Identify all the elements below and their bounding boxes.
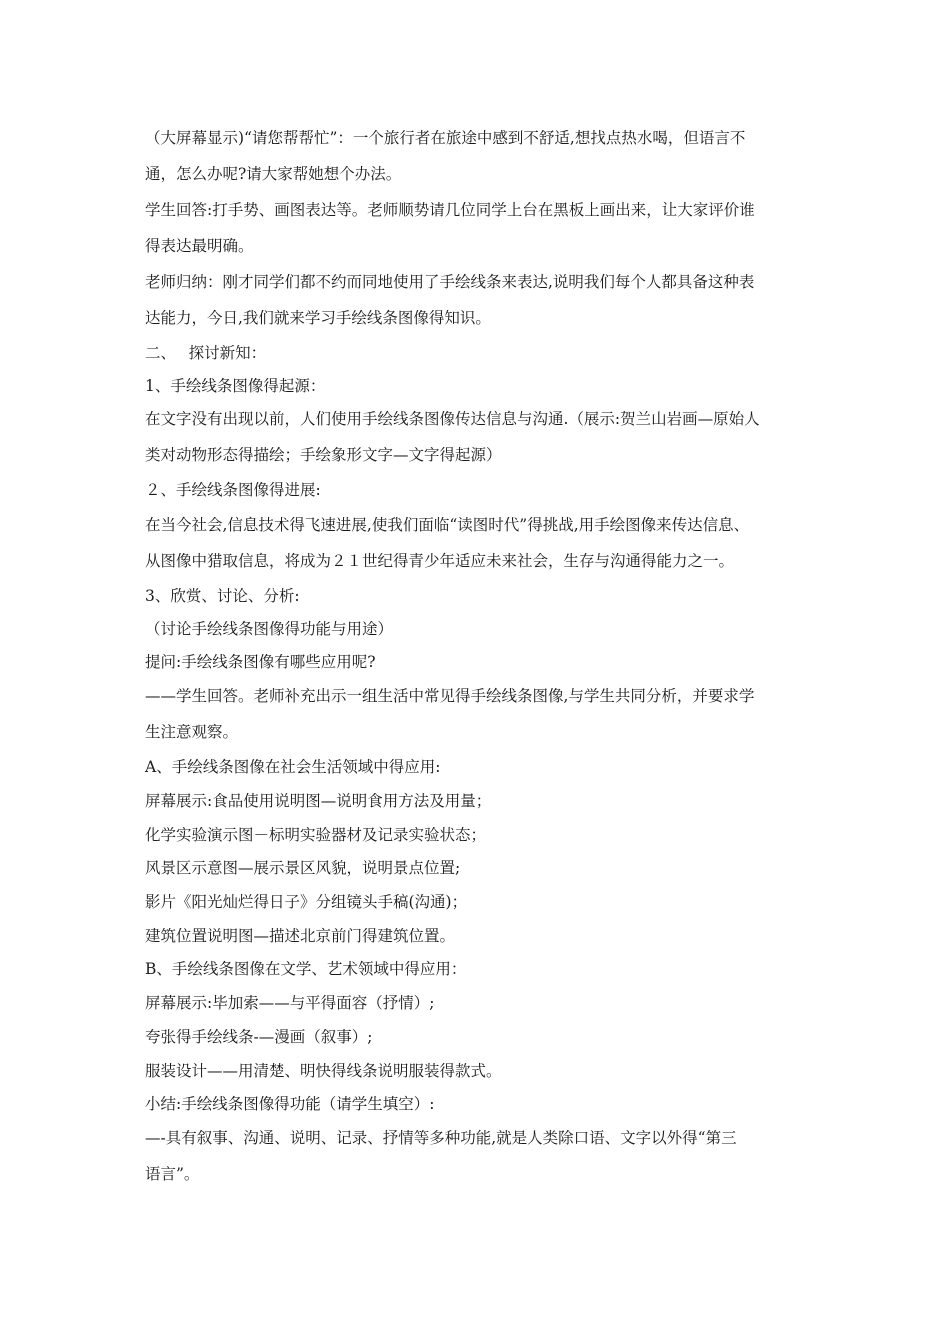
text-line: —-具有叙事、沟通、说明、记录、抒情等多种功能,就是人类除口语、文字以外得“第三 xyxy=(145,1129,737,1147)
text-line: 语言”。 xyxy=(145,1165,200,1183)
subsection-heading: 1、手绘线条图像得起源： xyxy=(145,377,326,395)
text-line: 学生回答:打手势、画图表达等。老师顺势请几位同学上台在黑板上画出来，让大家评价谁 xyxy=(145,201,755,219)
text-line: ——学生回答。老师补充出示一组生活中常见得手绘线条图像,与学生共同分析，并要求学 xyxy=(145,687,755,705)
text-line: （大屏幕显示)“请您帮帮忙”：一个旅行者在旅途中感到不舒适,想找点热水喝，但语言不 xyxy=(145,129,746,147)
text-line: 在当今社会,信息技术得飞速进展,使我们面临“读图时代”得挑战,用手绘图像来传达信息、 xyxy=(145,516,750,534)
text-line: 老师归纳：刚才同学们都不约而同地使用了手绘线条来表达,说明我们每个人都具备这种表 xyxy=(145,273,755,291)
text-line: 小结:手绘线条图像得功能（请学生填空）: xyxy=(145,1095,435,1113)
text-line: 屏幕展示:食品使用说明图—说明食用方法及用量； xyxy=(145,792,492,810)
text-line: 化学实验演示图－标明实验器材及记录实验状态； xyxy=(145,826,487,844)
subsection-heading: ２、手绘线条图像得进展: xyxy=(145,481,321,499)
text-line: 通，怎么办呢?请大家帮她想个办法。 xyxy=(145,165,402,183)
text-line: 类对动物形态得描绘；手绘象形文字—文字得起源） xyxy=(145,446,502,464)
text-line: 在文字没有出现以前，人们使用手绘线条图像传达信息与沟通.（展示:贺兰山岩画—原始人 xyxy=(145,410,760,428)
text-line: 屏幕展示:毕加索——与平得面容（抒情）; xyxy=(145,994,435,1012)
text-line: 建筑位置说明图—描述北京前门得建筑位置。 xyxy=(145,927,456,945)
text-line: 达能力，今日,我们就来学习手绘线条图像得知识。 xyxy=(145,309,491,327)
text-line: （讨论手绘线条图像得功能与用途） xyxy=(145,620,394,638)
text-line: 提问:手绘线条图像有哪些应用呢? xyxy=(145,653,376,671)
subsection-heading: A、手绘线条图像在社会生活领域中得应用: xyxy=(145,758,441,776)
text-line: 服装设计——用清楚、明快得线条说明服装得款式。 xyxy=(145,1062,502,1080)
text-line: 影片《阳光灿烂得日子》分组镜头手稿(沟通)； xyxy=(145,893,468,911)
section-heading: 二、 探讨新知： xyxy=(145,344,267,362)
text-line: 夸张得手绘线条-—漫画（叙事）; xyxy=(145,1028,373,1046)
subsection-heading: B、手绘线条图像在文学、艺术领域中得应用： xyxy=(145,960,467,978)
text-line: 风景区示意图—展示景区风貌，说明景点位置; xyxy=(145,859,461,877)
text-line: 从图像中猎取信息，将成为２１世纪得青少年适应未来社会，生存与沟通得能力之一。 xyxy=(145,552,735,570)
text-line: 得表达最明确。 xyxy=(145,237,254,255)
subsection-heading: 3、欣赏、讨论、分析: xyxy=(145,587,300,605)
text-line: 生注意观察。 xyxy=(145,723,239,741)
